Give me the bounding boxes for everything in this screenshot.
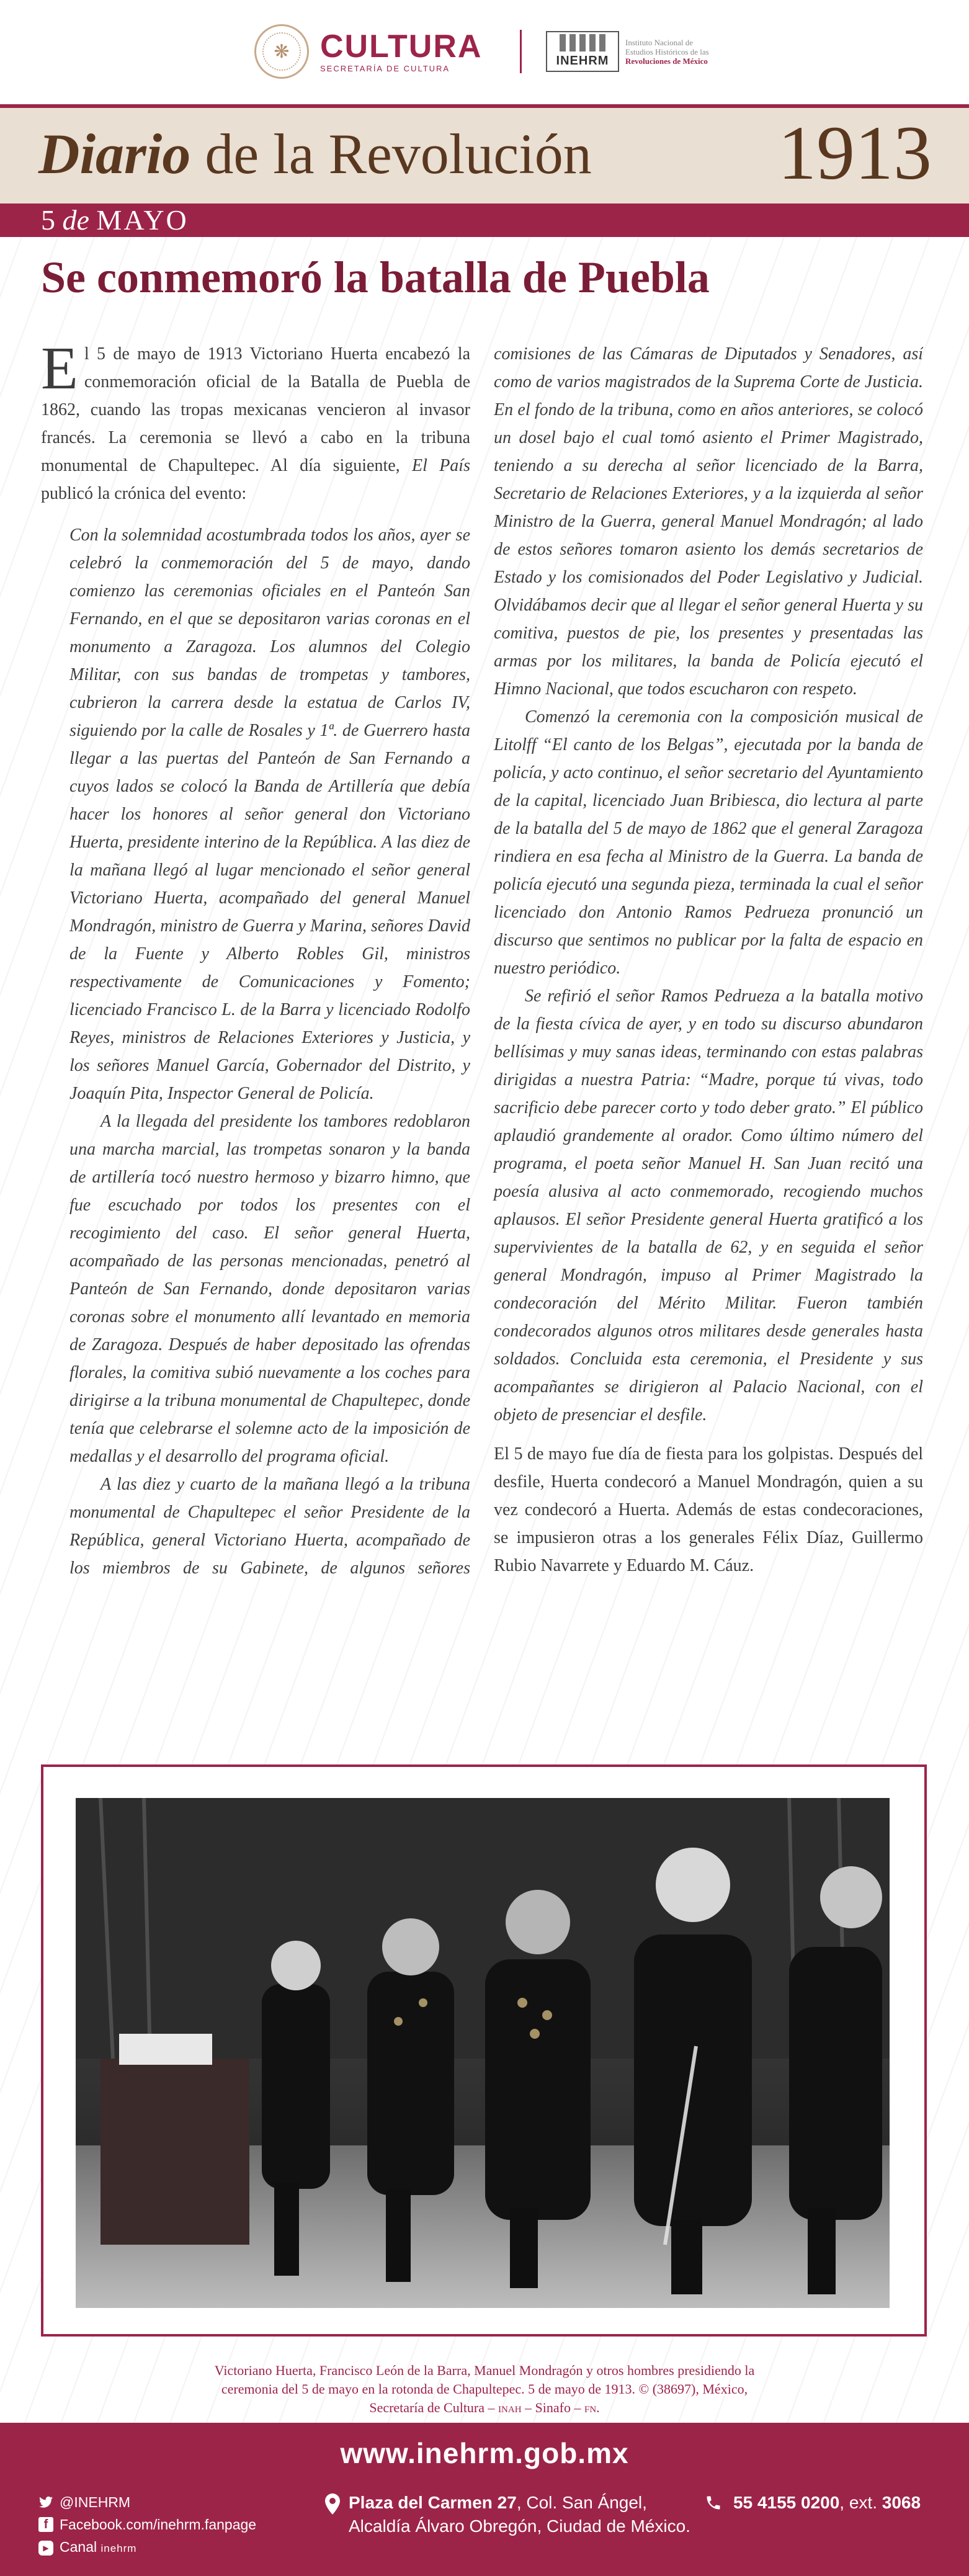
historic-photo[interactable] (76, 1798, 890, 2308)
quote-block-left (41, 521, 470, 1582)
location-pin-icon (325, 2493, 340, 2515)
intro-text-end: publicó la crónica del evento: (41, 484, 247, 503)
date-label (41, 205, 189, 235)
youtube-channel (60, 2536, 136, 2560)
eagle-icon: ❋ (262, 32, 301, 71)
quote-paragraph-4: Comenzó la ceremonia con la composición musical de Litolff “El canto de los Belgas”, ejecutada por la banda de policía, y acto continuo, el señor secretario del Ayuntamiento de la capital, licenciado Juan Bribiesca, dio lectura al parte de la batalla del 5 de mayo de 1862 que el general Zaragoza rindiera en esa fecha al Ministro de la Guerra. La banda de policía ejecutó una segunda pieza, terminada la cual el señor licenciado don Antonio Ramos Pedrueza pronunció un discurso que sentimos no publicar por la falta de espacio en nuestro periódico. (494, 707, 923, 978)
twitter-handle: @INEHRM (60, 2494, 131, 2510)
twitter-link[interactable] (38, 2491, 256, 2513)
quote-paragraph-2: A la llegada del presidente los tambores redoblaron una marcha marcial, las trompetas sonaron y la banda de artillería tocó nuestro hermoso y bizarro himno, que fue escuchado por todos los presentes con el recogimiento del caso. El señor general Huerta, acompañado de las personas mencionadas, penetró al Panteón de San Fernando, donde depositaron varias coronas sobre el monumento allí levantado en memoria de Zaragoza. Después de haber depositado las ofrendas florales, la comitiva subió nuevamente a los coches para dirigirse a la tribuna monumental de Chapultepec, donde tenía que celebrarse el solemne acto de la imposición de medallas y el desarrollo del programa oficial. (69, 1112, 470, 1466)
quote-paragraph-5: Se refirió el señor Ramos Pedrueza a la batalla motivo de la fiesta cívica de ayer, y en todo su discurso abundaron bellísimas y muy sanas ideas, terminando con estas palabras dirigidas a nuestra Patria: “Madre, porque tú vivas, todo sacrificio debe parecer corto y todo deber grato.” El público aplaudió grandemente al orador. Como último número del programa, el poeta señor Manuel H. San Juan recitó una poesía alusiva al acto conmemorado, recogiendo muchos aplausos. El señor Presidente general Huerta gratificó a los supervivientes de la batalla de 62, y en seguida el señor general Mondragón, impuso al Primer Magistrado la condecoración del Mérito Militar. Fueron también condecorados algunos otros militares desde generales hasta soldados. Concluida esta ceremonia, el Presidente y sus acompañantes se dirigieron al Palacio Nacional, con el objeto de presenciar el desfile. (494, 986, 923, 1424)
caption-credit-end: . (596, 2400, 600, 2415)
article-headline: Se conmemoró la batalla de Puebla (41, 253, 710, 302)
national-seal-icon (254, 24, 309, 79)
inehrm-name-line-3: Revoluciones de México (625, 56, 708, 66)
caption-inah: inah (498, 2400, 522, 2415)
photo-caption (112, 2361, 857, 2417)
newspaper-name: El País (412, 456, 470, 475)
phone-number: 55 4155 0200 (733, 2493, 840, 2512)
ceremony-photo-illustration (76, 1798, 890, 2308)
phone-extension: 3068 (882, 2493, 921, 2512)
logo-divider (520, 30, 522, 73)
facebook-url: Facebook.com/inehrm.fanpage (60, 2516, 257, 2533)
caption-line-3 (112, 2399, 857, 2417)
phone-icon (705, 2494, 722, 2511)
caption-line-1: Victoriano Huerta, Francisco León de la Barra, Manuel Mondragón y otros hombres presidiendo la (214, 2363, 755, 2378)
cultura-wordmark: CULTURA (320, 28, 483, 65)
inehrm-building-icon (546, 31, 619, 72)
quote-paragraph-1: Con la solemnidad acostumbrada todos los años, ayer se celebró la conmemoración del 5 de mayo, dando comienzo las ceremonias oficiales en el Panteón San Fernando, en el que se depositaron varias coronas en el monumento a Zaragoza. Los alumnos del Colegio Militar, con sus bandas de trompetas y tambores, cubrieron la carrera desde la estatua de Carlos IV, siguiendo por la calle de Rosales y 1ª. de Guerrero hasta llegar a las puertas del Panteón de San Fernando a cuyos lados se colocó la Banda de Artillería que debía hacer los honores al señor general don Victoriano Huerta, presidente interino de la República. A las diez de la mañana llegó al lugar mencionado el señor general Victoriano Huerta, acompañado del general Manuel Mondragón, ministro de Guerra y Marina, señores David de la Fuente y Alberto Robles Gil, ministros respectivamente de Comunicaciones y Fomento; licenciado Francisco L. de la Barra y licenciado Rodolfo Reyes, ministros de Relaciones Exteriores y Justicia, y los señores Manuel García, Gobernador del Distrito, y Joaquín Pita, Inspector General de Policía. (69, 525, 470, 1103)
youtube-channel-prefix: Canal (60, 2539, 101, 2555)
address-city: Alcaldía Álvaro Obregón, Ciudad de México. (349, 2516, 690, 2536)
title-band (0, 104, 969, 203)
caption-line-2: ceremonia del 5 de mayo en la rotonda de Chapultepec. 5 de mayo de 1913. © (38697), México, (221, 2381, 748, 2397)
address-street: Plaza del Carmen 27 (349, 2493, 517, 2512)
quote-paragraph-3-text-continued: comisiones de las Cámaras de Diputados y Senadores, así como de varios magistrados de la Suprema Corte de Justicia. En el fondo de la tribuna, como en años anteriores, se colocó un dosel bajo el cual tomó asiento el Primer Magistrado, teniendo a su derecha al señor licenciado de la Barra, Secretario de Relaciones Exteriores, y a la izquierda al señor Ministro de la Guerra, general Manuel Mondragón; al lado de estos señores tomaron asiento los demás secretarios de Estado y los comisionados del Poder Legislativo y Judicial. Olvidábamos decir que al llegar el señor general Huerta y su comitiva, puestos de pie, los presentes y presentadas las armas por los militares, la banda de Policía ejecutó el Himno Nacional, que todos escucharon con respeto. (494, 344, 923, 699)
cultura-subtitle: SECRETARÍA DE CULTURA (320, 63, 450, 73)
quote-paragraph-3-start (69, 1470, 470, 1582)
caption-credit-mid: – Sinafo – (521, 2400, 584, 2415)
facebook-link[interactable] (38, 2513, 256, 2536)
youtube-channel-name: inehrm (100, 2542, 137, 2554)
date-month: MAYO (96, 204, 189, 236)
article-column-right (494, 340, 923, 1580)
footer (0, 2423, 969, 2576)
series-title (38, 123, 592, 185)
cultura-logo[interactable] (254, 24, 482, 79)
quote-paragraph-3-continued (494, 340, 923, 703)
phone-contact[interactable] (705, 2491, 921, 2515)
quote-block-right (494, 340, 923, 1429)
inehrm-name-line-2: Estudios Históricos de las (625, 47, 709, 56)
series-title-diario: Diario (38, 122, 191, 186)
inehrm-logo[interactable] (546, 30, 709, 73)
photo-frame (41, 1764, 927, 2337)
article-closing: El 5 de mayo fue día de fiesta para los golpistas. Después del desfile, Huerta condecoró a Manuel Mondragón, quien a su vez condecoró a Huerta. Además de estas condecoraciones, se impusieron otras a los generales Félix Díaz, Guillermo Rubio Navarrete y Eduardo M. Cáuz. (494, 1444, 923, 1575)
youtube-icon: ▶ (38, 2541, 53, 2556)
youtube-link[interactable] (38, 2536, 256, 2560)
date-day: 5 (41, 204, 55, 236)
inehrm-name-line-1: Instituto Nacional de (625, 37, 694, 47)
date-de: de (62, 204, 89, 236)
series-title-rest: de la Revolución (190, 122, 592, 186)
drop-cap: E (41, 335, 78, 402)
caption-credit-start: Secretaría de Cultura – (369, 2400, 499, 2415)
inehrm-wordmark: INEHRM (556, 54, 609, 68)
caption-fn: fn (584, 2400, 597, 2415)
intro-text: l 5 de mayo de 1913 Victoriano Huerta encabezó la conmemoración oficial de la Batalla de Puebla de 1862, cuando las tropas mexicanas vencieron al invasor francés. La ceremonia se llevó a cabo en la tribuna monumental de Chapultepec. Al día siguiente, (41, 344, 470, 475)
website-link[interactable]: www.inehrm.gob.mx (340, 2437, 629, 2469)
social-links (38, 2491, 256, 2560)
address (325, 2491, 690, 2538)
facebook-icon: f (38, 2517, 53, 2532)
quote-paragraph-3-text: A las diez y cuarto de la mañana llegó a la tribuna monumental de Chapultepec el señor Presidente de la República, general Victoriano Huerta, acompañado de los miembros de su Gabinete, de algunos señores (69, 1475, 470, 1578)
date-band (0, 203, 969, 237)
address-colony: , Col. San Ángel, (516, 2493, 647, 2512)
article-intro (41, 335, 470, 508)
year-label: 1913 (778, 110, 932, 195)
phone-ext-label: , ext. (839, 2493, 882, 2512)
header-logos (0, 0, 969, 104)
article-column-left (41, 335, 470, 1582)
inehrm-full-name (625, 38, 709, 66)
twitter-icon (38, 2495, 53, 2510)
